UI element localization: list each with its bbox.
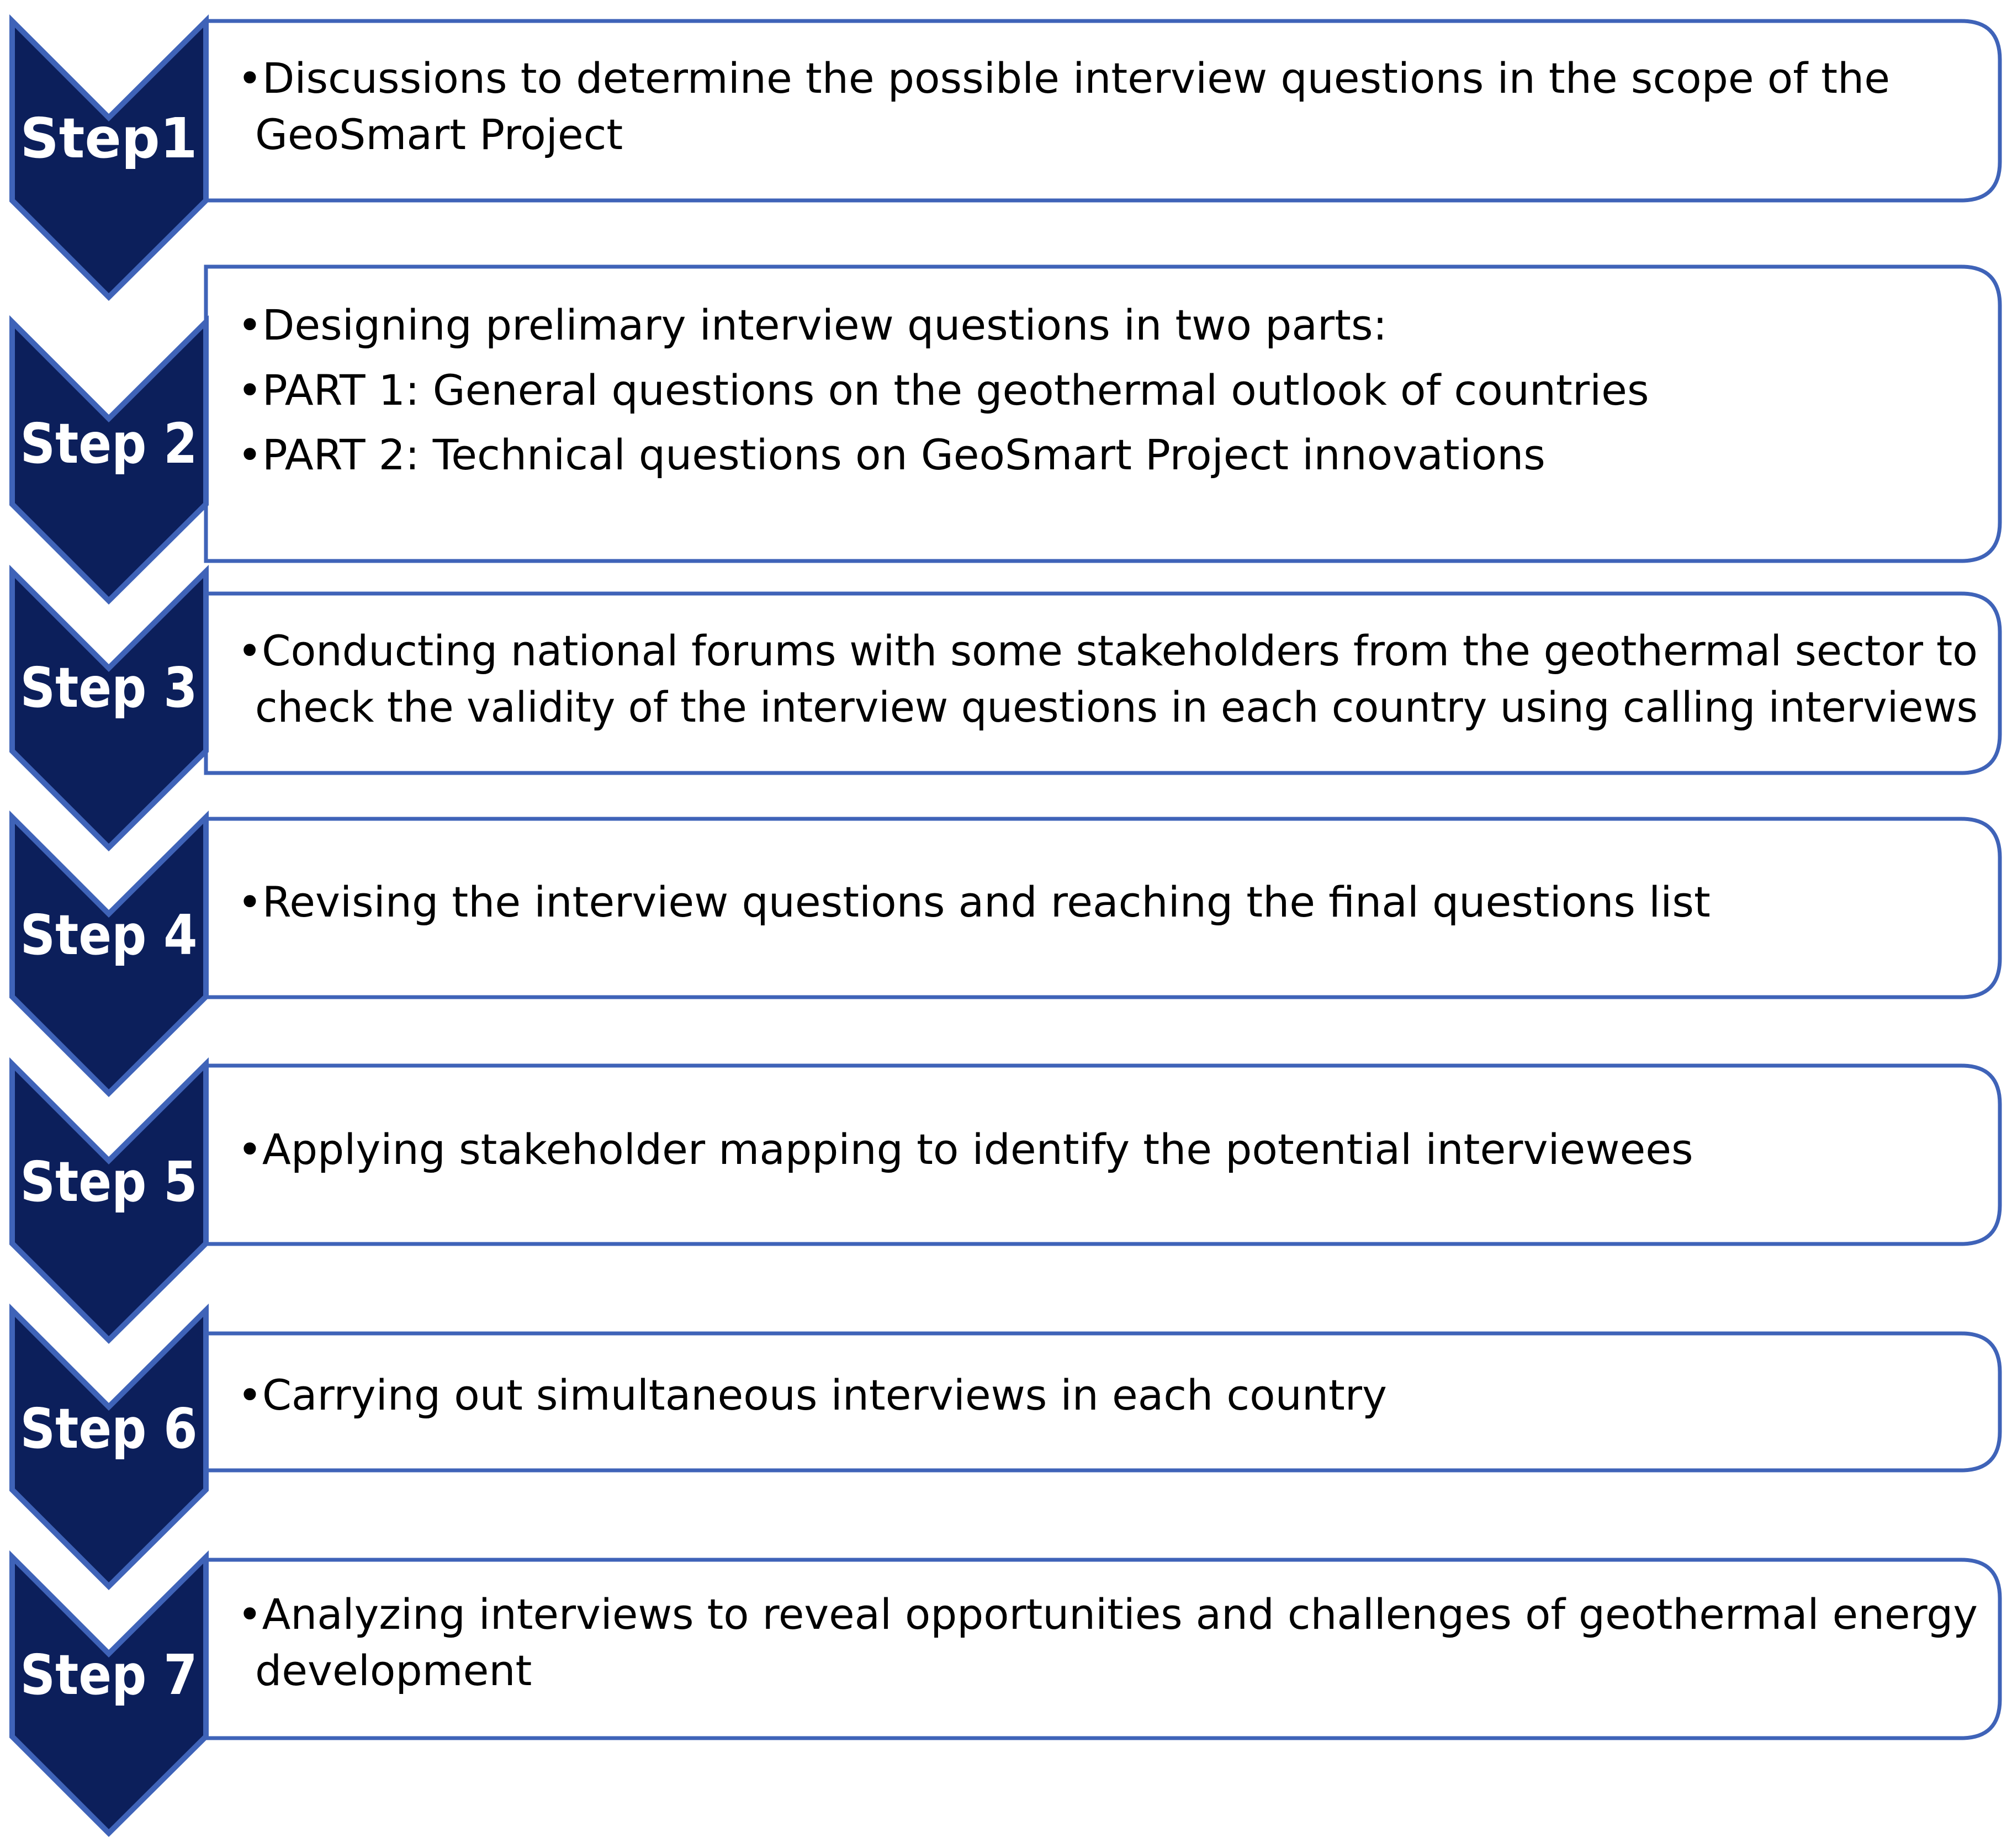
step-6 [12, 1310, 2000, 1586]
step-2-text-line: •PART 1: General questions on the geothermal outlook of countries [237, 366, 1649, 415]
step-2 [12, 267, 2000, 601]
step-6-label: Step 6 [20, 1396, 198, 1461]
step-1-text-line: •Discussions to determine the possible interview questions in the scope of the [237, 54, 1890, 103]
step-2-text-line: •PART 2: Technical questions on GeoSmart Project innovations [237, 430, 1545, 479]
step-4 [12, 817, 2000, 1093]
step-2-text-line: •Designing prelimary interview questions in two parts: [237, 300, 1388, 350]
step-5 [12, 1064, 2000, 1340]
step-7 [12, 1557, 2000, 1833]
step-4-text-line: •Revising the interview questions and reaching the final questions list [237, 877, 1711, 926]
step-5-label: Step 5 [20, 1150, 198, 1214]
step-3-label: Step 3 [20, 655, 198, 720]
step-7-label: Step 7 [20, 1643, 198, 1707]
step-4-label: Step 4 [20, 903, 198, 967]
step-7-text-line: development [255, 1646, 532, 1695]
step-6-text-line: •Carrying out simultaneous interviews in each country [237, 1370, 1388, 1420]
step-3 [12, 571, 2000, 848]
step-5-text-line: •Applying stakeholder mapping to identify the potential interviewees [237, 1125, 1693, 1174]
step-2-label: Step 2 [20, 411, 198, 476]
step-7-text-line: •Analyzing interviews to reveal opportunities and challenges of geothermal energy [237, 1590, 1978, 1639]
step-1-label: Step1 [20, 106, 198, 171]
step-3-text-line: •Conducting national forums with some stakeholders from the geothermal sector to [237, 626, 1978, 675]
step-1-text-line: GeoSmart Project [255, 110, 623, 159]
step-3-text-line: check the validity of the interview questions in each country using calling interviews [255, 682, 1978, 732]
step-1 [12, 21, 2000, 297]
steps-layer [12, 21, 2000, 1833]
